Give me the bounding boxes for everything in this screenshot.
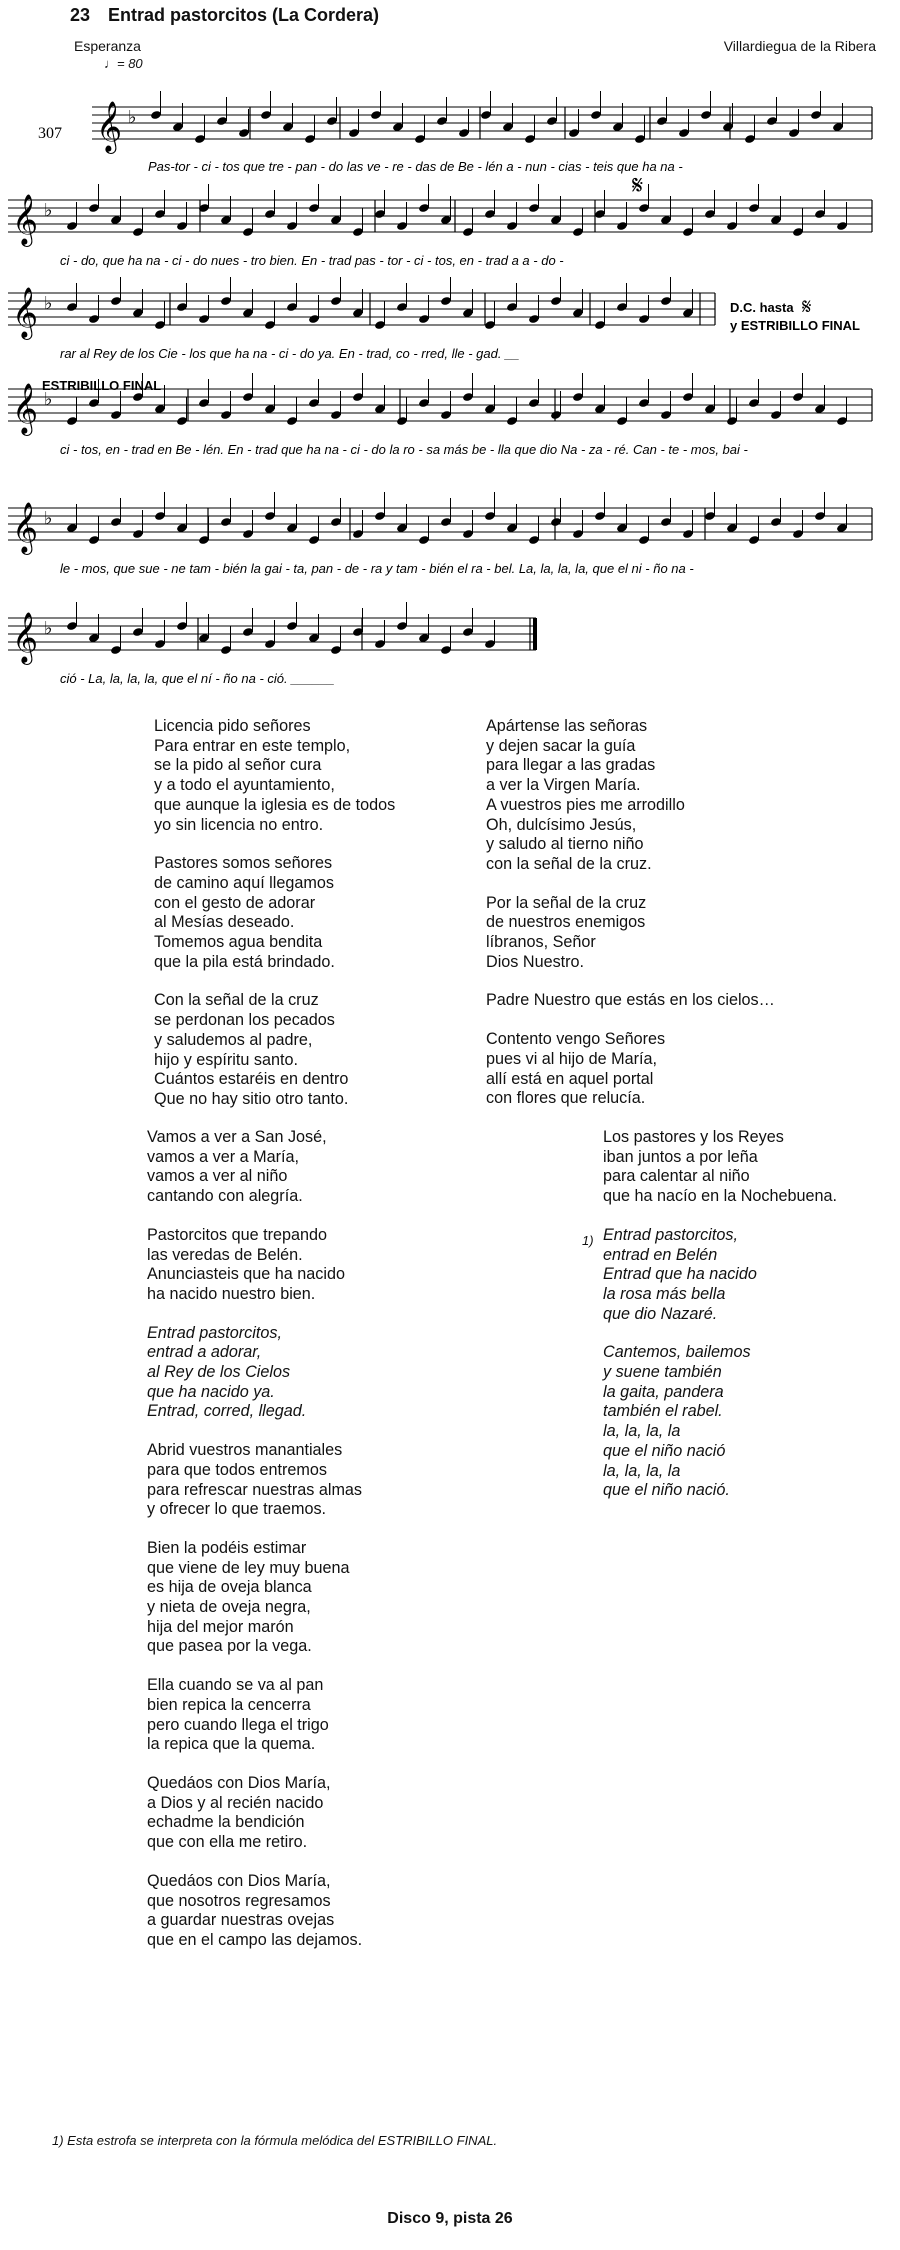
treble-clef: 𝄞 — [12, 612, 39, 663]
footnote-marker: 1) — [582, 1233, 594, 1248]
page-footer: Disco 9, pista 26 — [387, 2210, 513, 2227]
dc-instruction: D.C. hasta — [730, 300, 794, 315]
quarter-note-icon: ♩ — [104, 56, 117, 71]
stanza: Apártense las señoras y dejen sacar la guía para llegar a las gradas a ver la Virgen María. A vuestros pies me arrodillo Oh, dulcísimo Jesús, y saludo al tierno niño con la señal de la cruz. — [486, 717, 685, 873]
left-column-bottom — [147, 1128, 362, 1951]
music-score — [0, 50, 900, 700]
stanza: Quedáos con Dios María, que nosotros regresamos a guardar nuestras ovejas que en el campo las dejamos. — [147, 1871, 363, 1949]
stanza: Pastorcitos que trepando las veredas de Belén. Anunciasteis que ha nacido ha nacido nuestro bien. — [147, 1225, 345, 1303]
stanza: Padre Nuestro que estás en los cielos… — [486, 991, 775, 1010]
stanza: Abrid vuestros manantiales para que todos entremos para refrescar nuestras almas y ofrecer lo que traemos. — [147, 1441, 363, 1519]
song-title: Entrad pastorcitos (La Cordera) — [108, 5, 380, 25]
flat-key-signature: ♭ — [44, 200, 53, 221]
informant-name: Esperanza — [74, 38, 141, 54]
estribillo-label: ESTRIBILLO FINAL — [42, 378, 162, 393]
treble-clef: 𝄞 — [12, 194, 39, 245]
left-column-top — [154, 717, 395, 1110]
stanza: Quedáos con Dios María, a Dios y al recién nacido echadme la bendición que con ella me retiro. — [147, 1773, 331, 1852]
stanza: Con la señal de la cruz se perdonan los pecados y saludemos al padre, hijo y espíritu santo. Cuántos estaréis en dentro Que no hay sitio otro tanto. — [154, 991, 349, 1108]
treble-clef: 𝄞 — [12, 383, 39, 434]
stanza-chorus: Cantemos, bailemos y suene también la gaita, pandera también el rabel. la, la, la, la que el niño nació la, la, la, la que el niño nació. — [603, 1343, 751, 1500]
stanza: Pastores somos señores de camino aquí llegamos con el gesto de adorar al Mesías deseado. Tomemos agua bendita que la pila está brindado. — [154, 854, 335, 971]
stanza: Bien la podéis estimar que viene de ley muy buena es hija de oveja blanca y nieta de oveja negra, hija del mejor marón que pasea por la vega. — [147, 1538, 350, 1656]
final-bar-thick — [533, 618, 537, 650]
footnote: 1) Esta estrofa se interpreta con la fórmula melódica del ESTRIBILLO FINAL. — [52, 2133, 498, 2148]
dc-instruction-2: y ESTRIBILLO FINAL — [730, 318, 860, 333]
lyric-line-4: ci - tos, en - trad en Be - lén. En - trad que ha na - ci - do la ro - sa más be - lla que dio Na - za - ré. Can - te - mos, bai - — [60, 442, 748, 457]
flat-key-signature: ♭ — [44, 389, 53, 410]
lyric-line-2: ci - do, que ha na - ci - do nues - tro bien. En - trad pas - tor - ci - tos, en - trad a a - do - — [60, 253, 564, 268]
flat-key-signature: ♭ — [44, 293, 53, 314]
stanza-chorus: Entrad pastorcitos, entrad a adorar, al Rey de los Cielos que ha nacido ya. Entrad, corred, llegad. — [147, 1323, 307, 1421]
flat-key-signature: ♭ — [44, 508, 53, 529]
song-title-line — [70, 5, 379, 26]
stanza: Contento vengo Señores pues vi al hijo de María, allí está en aquel portal con flores que relucía. — [486, 1030, 666, 1108]
treble-clef: 𝄞 — [12, 502, 39, 553]
segno-sign: 𝄋 — [632, 170, 644, 200]
stanza-chorus: Entrad pastorcitos, entrad en Belén Entrad que ha nacido la rosa más bella que dio Nazaré. — [603, 1225, 757, 1323]
place-name: Villardiegua de la Ribera — [723, 38, 876, 54]
right-column-bottom — [603, 1128, 837, 1501]
flat-key-signature: ♭ — [128, 107, 137, 128]
stanza: Vamos a ver a San José, vamos a ver a María, vamos a ver al niño cantando con alegría. — [147, 1128, 327, 1206]
lyric-line-5: le - mos, que sue - ne tam - bién la gai - ta, pan - de - ra y tam - bién el ra - bel. La, la, la, la, que el ni - ño na - — [60, 561, 694, 576]
segno-sign-dc: 𝄋 — [802, 294, 812, 319]
measure-number: 307 — [38, 125, 62, 142]
stanza: Licencia pido señores Para entrar en este templo, se la pido al señor cura y a todo el ayuntamiento, que aunque la iglesia es de todos yo sin licencia no entro. — [154, 717, 396, 834]
song-number: 23 — [70, 5, 91, 25]
lyric-line-3: rar al Rey de los Cie - los que ha na - ci - do ya. En - trad, co - rred, lle - gad. __ — [60, 346, 520, 361]
tempo-value: = 80 — [117, 56, 143, 71]
lyric-line-1: Pas-tor - ci - tos que tre - pan - do las ve - re - das de Be - lén a - nun - cias - teis que ha na - — [148, 159, 683, 174]
flat-key-signature: ♭ — [44, 618, 53, 639]
treble-clef: 𝄞 — [96, 101, 123, 152]
stanza: Los pastores y los Reyes iban juntos a por leña para calentar al niño que ha nacío en la Nochebuena. — [603, 1128, 838, 1206]
stanza: Ella cuando se va al pan bien repica la cencerra pero cuando llega el trigo la repica que la quema. — [147, 1676, 329, 1754]
treble-clef: 𝄞 — [12, 287, 39, 338]
lyric-line-6: ció - La, la, la, la, que el ní - ño na - ció. ______ — [60, 671, 335, 686]
stanza: Por la señal de la cruz de nuestros enemigos líbranos, Señor Dios Nuestro. — [486, 893, 647, 971]
right-column-top — [486, 717, 775, 1109]
